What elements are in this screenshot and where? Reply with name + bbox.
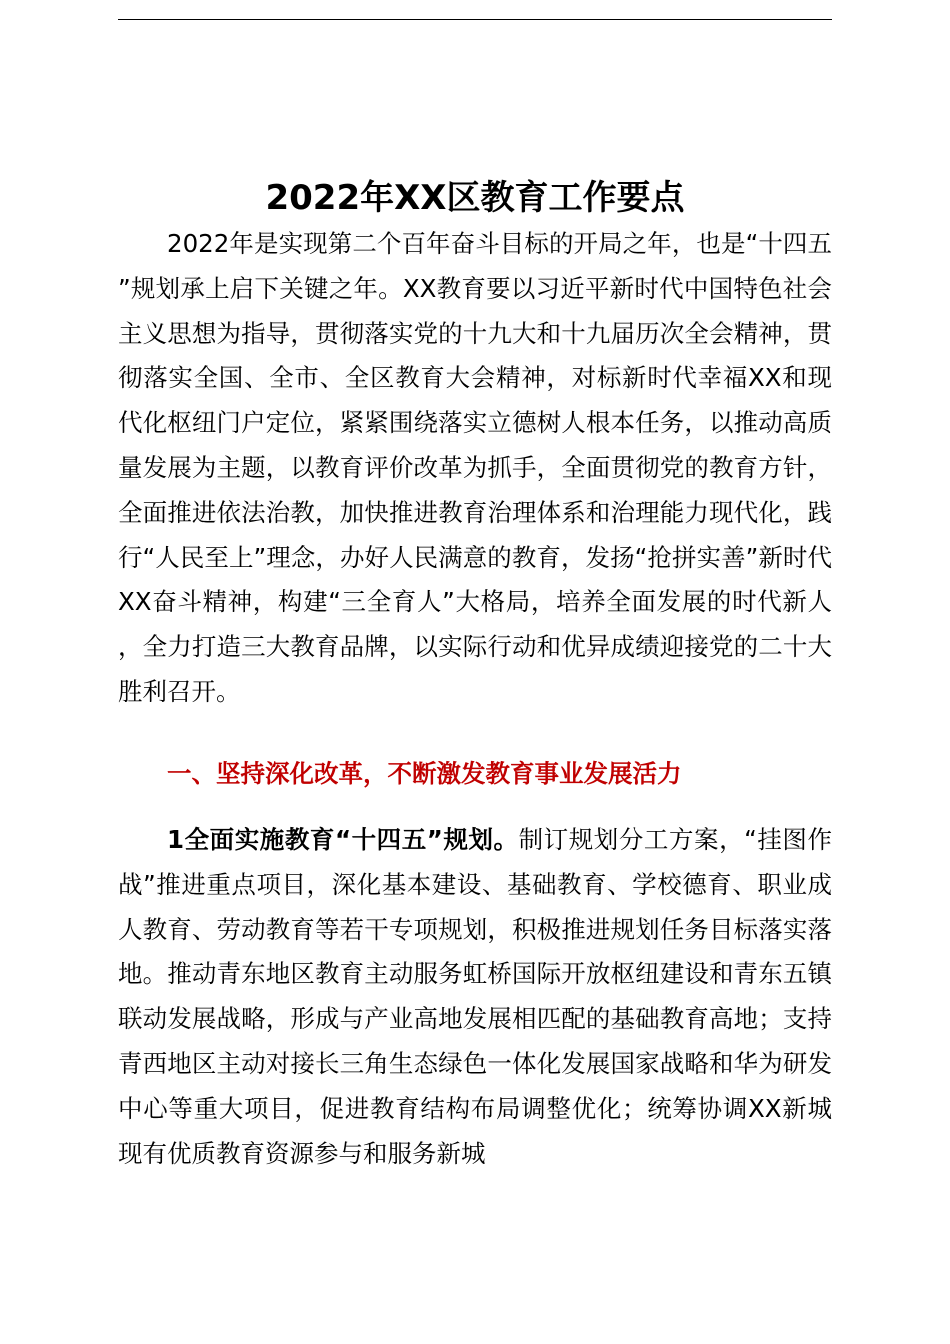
item-lead-1: 1全面实施教育“十四五”规划。 — [167, 825, 519, 854]
header-rule — [118, 19, 832, 20]
section-heading-1: 一、坚持深化改革，不断激发教育事业发展活力 — [167, 759, 682, 788]
document-title: 2022年XX区教育工作要点 — [265, 178, 685, 218]
item-body-1: 制订规划分工方案，“挂图作战”推进重点项目，深化基本建设、基础教育、学校德育、职业成人教育、劳动教育等若干专项规划，积极推进规划任务目标落实落地。推动青东地区教育主动服务虹桥国际开放枢纽建设和青东五镇联动发展战略，形成与产业高地发展相匹配的基础教育高地；支持青西地区主动对接长三角生态绿色一体化发展国家战略和华为研发中心等重大项目，促进教育结构布局调整优化；统筹协调XX新城现有优质教育资源参与和服务新城 — [118, 825, 832, 1168]
item-paragraph-1 — [118, 818, 832, 1176]
intro-paragraph: 2022年是实现第二个百年奋斗目标的开局之年，也是“十四五”规划承上启下关键之年。XX教育要以习近平新时代中国特色社会主义思想为指导，贯彻落实党的十九大和十九届历次全会精神，贯彻落实全国、全市、全区教育大会精神，对标新时代幸福XX和现代化枢纽门户定位，紧紧围绕落实立德树人根本任务，以推动高质量发展为主题，以教育评价改革为抓手，全面贯彻党的教育方针，全面推进依法治教，加快推进教育治理体系和治理能力现代化，践行“人民至上”理念，办好人民满意的教育，发扬“抢拼实善”新时代XX奋斗精神，构建“三全育人”大格局，培养全面发展的时代新人，全力打造三大教育品牌，以实际行动和优异成绩迎接党的二十大胜利召开。 — [118, 229, 832, 706]
